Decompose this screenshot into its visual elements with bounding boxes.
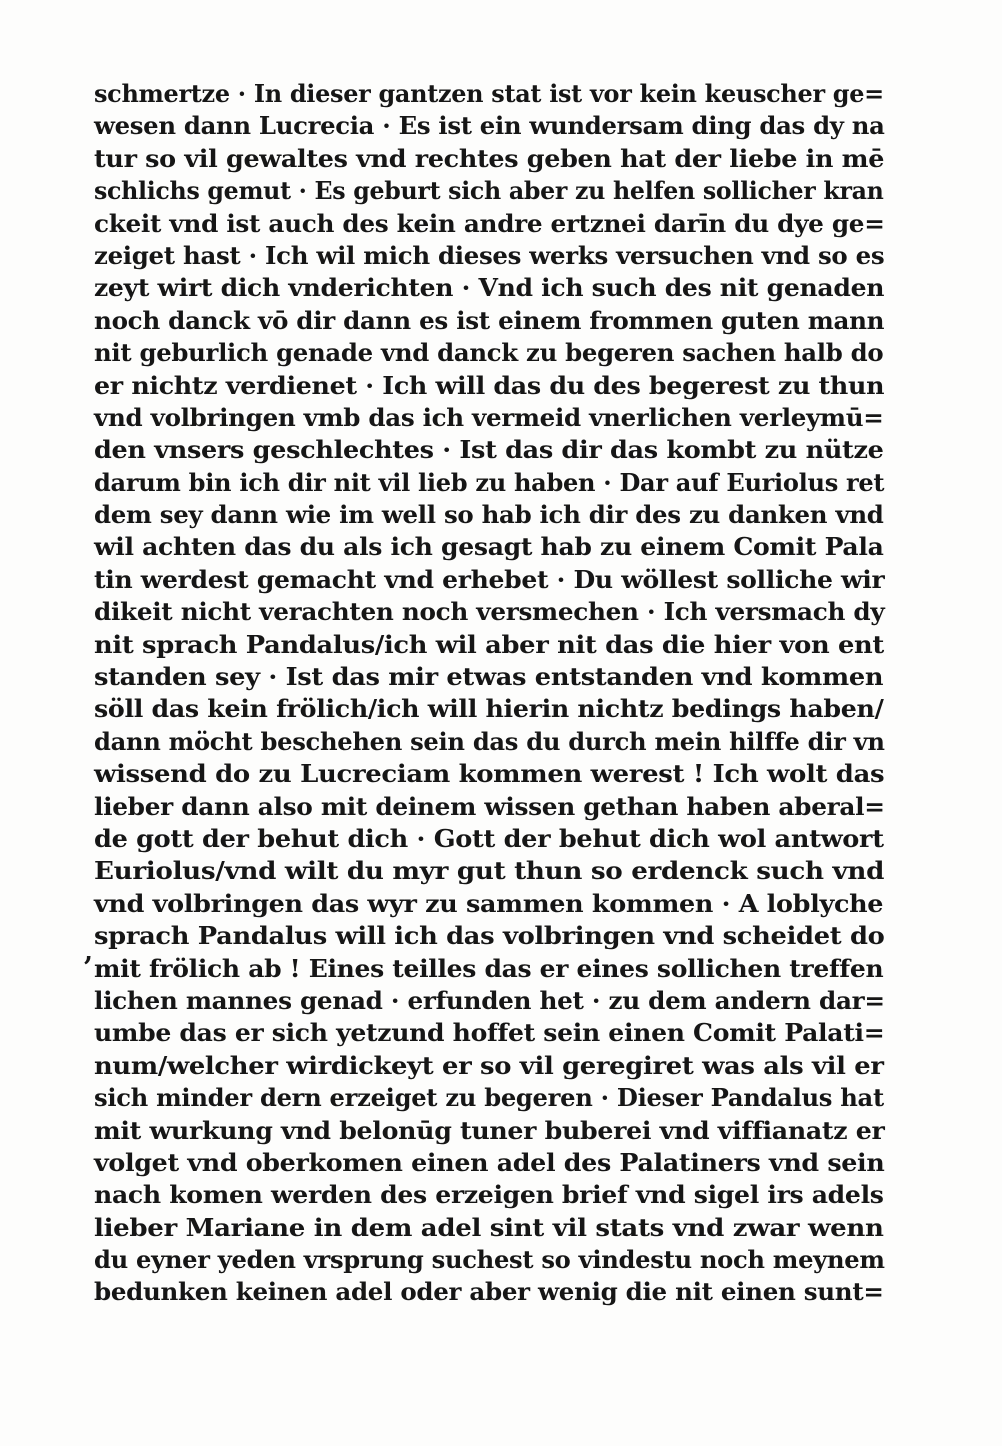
text-line-18: nit sprach Pandalus/ich wil aber nit das die hier von ent xyxy=(94,629,884,659)
text-line-28: mit frölich ab ! Eines teilles das er eines sollichen treffen xyxy=(94,953,884,983)
text-line-9: nit geburlich genade vnd danck zu begeren sachen halb do xyxy=(94,338,884,368)
text-line-23: lieber dann also mit deinem wissen gethan haben aberal= xyxy=(94,791,885,821)
text-line-30: umbe das er sich yetzund hoffet sein einen Comit Palati= xyxy=(94,1018,885,1048)
text-line-16: tin werdest gemacht vnd erhebet · Du wöllest solliche wir xyxy=(94,564,885,594)
text-line-33: mit wurkung vnd belonūg tuner buberei vnd viffianatz er xyxy=(94,1115,885,1145)
text-line-37: du eyner yeden vrsprung suchest so vindestu noch meynem xyxy=(94,1245,885,1275)
text-line-22: wissend do zu Lucreciam kommen werest ! Ich wolt das xyxy=(94,759,885,789)
text-line-11: vnd volbringen vmb das ich vermeid vnerlichen verleymū= xyxy=(94,402,884,432)
margin-mark: , xyxy=(84,937,94,967)
text-line-25: Euriolus/vnd wilt du myr gut thun so erdenck such vnd xyxy=(94,856,885,886)
text-line-7: zeyt wirt dich vnderichten · Vnd ich such des nit genaden xyxy=(94,273,885,303)
text-line-32: sich minder dern erzeiget zu begeren · Dieser Pandalus hat xyxy=(94,1083,884,1113)
text-line-36: lieber Mariane in dem adel sint vil stats vnd zwar wenn xyxy=(94,1212,884,1242)
text-line-38: bedunken keinen adel oder aber wenig die nit einen sunt= xyxy=(94,1277,884,1307)
text-line-27: sprach Pandalus will ich das volbringen vnd scheidet do xyxy=(94,921,885,951)
text-line-29: lichen mannes genad · erfunden het · zu dem andern dar= xyxy=(94,985,885,1015)
text-line-35: nach komen werden des erzeigen brief vnd sigel irs adels xyxy=(94,1180,884,1210)
text-line-21: dann möcht beschehen sein das du durch mein hilffe dir vn xyxy=(94,726,885,756)
text-line-6: zeiget hast · Ich wil mich dieses werks versuchen vnd so es xyxy=(94,240,885,270)
text-line-24: de gott der behut dich · Gott der behut dich wol antwort xyxy=(94,823,884,853)
text-line-34: volget vnd oberkomen einen adel des Palatiners vnd sein xyxy=(94,1147,885,1177)
text-line-26: vnd volbringen das wyr zu sammen kommen · A loblyche xyxy=(94,888,884,918)
text-line-19: standen sey · Ist das mir etwas entstanden vnd kommen xyxy=(94,662,884,692)
text-line-8: noch danck vō dir dann es ist einem frommen guten mann xyxy=(94,305,885,335)
text-line-12: den vnsers geschlechtes · Ist das dir das kombt zu nütze xyxy=(94,435,884,465)
text-line-5: ckeit vnd ist auch des kein andre ertznei darīn du dye ge= xyxy=(94,208,885,238)
text-line-15: wil achten das du als ich gesagt hab zu einem Comit Pala xyxy=(94,532,884,562)
text-line-17: dikeit nicht verachten noch versmechen · Ich versmach dy xyxy=(94,597,885,627)
text-line-13: darum bin ich dir nit vil lieb zu haben · Dar auf Euriolus ret xyxy=(94,467,885,497)
text-line-10: er nichtz verdienet · Ich will das du des begerest zu thun xyxy=(94,370,885,400)
text-line-20: söll das kein frölich/ich will hierin nichtz bedings haben/ xyxy=(94,694,884,724)
text-line-31: num/welcher wirdickeyt er so vil geregiret was als vil er xyxy=(94,1050,884,1080)
text-line-1: schmertze · In dieser gantzen stat ist vor kein keuscher ge= xyxy=(94,79,884,108)
text-line-3: tur so vil gewaltes vnd rechtes geben hat der liebe in mē xyxy=(94,143,885,173)
blackletter-text-block xyxy=(94,78,894,1309)
text-line-2: wesen dann Lucrecia · Es ist ein wundersam ding das dy na xyxy=(94,111,885,141)
text-line-14: dem sey dann wie im well so hab ich dir des zu danken vnd xyxy=(94,500,884,530)
text-line-4: schlichs gemut · Es geburt sich aber zu helfen sollicher kran xyxy=(94,176,884,206)
